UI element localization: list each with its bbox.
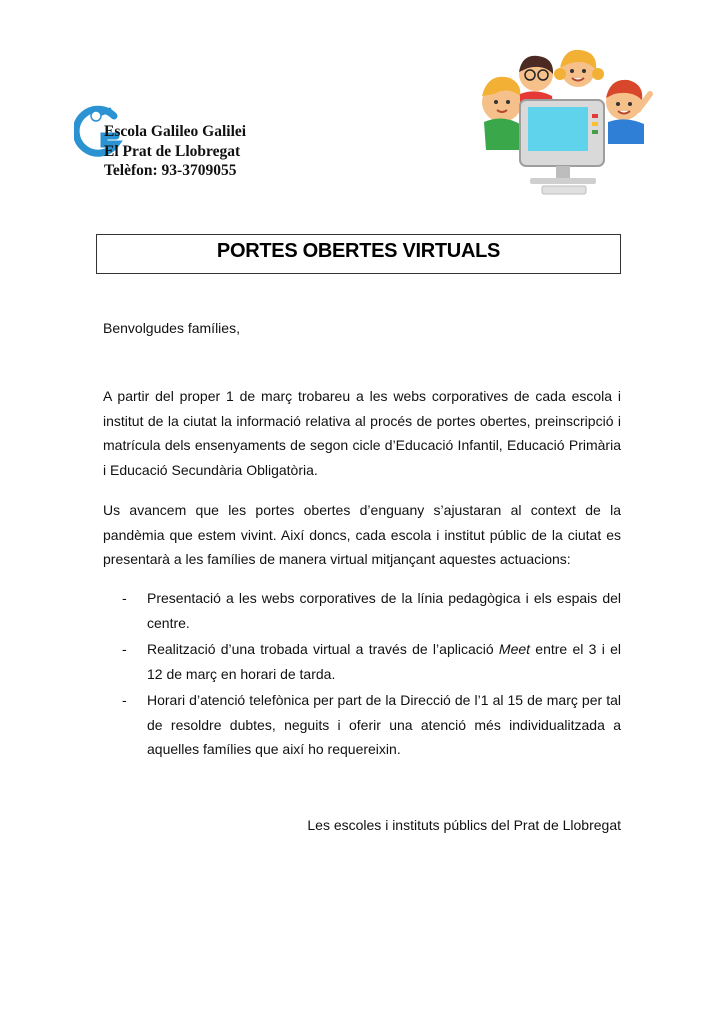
list-item — [103, 688, 621, 762]
list-item-text-start: Realització d’una trobada virtual a través de l’aplicació — [147, 641, 499, 657]
meet-app-name: Meet — [498, 641, 531, 657]
letter-paragraph-1: A partir del proper 1 de març trobareu a les webs corporatives de cada escola i institut de la ciutat la informació relativa al procés de portes obertes, preinscripció i matrícula dels ensenyaments de segon cicle d’Educació Infantil, Educació Primària i Educació Secundària Obligatòria. — [103, 388, 621, 478]
letter-signature: Les escoles i instituts públics del Prat de Llobregat — [307, 817, 621, 833]
actions-list — [103, 586, 621, 764]
children-computer-illustration — [468, 44, 654, 200]
list-item-text: Horari d’atenció telefònica per part de la Direcció de l’1 al 15 de març per tal de resoldre dubtes, neguits i oferir una atenció més individualitzada a aquelles famílies que així ho requereixin. — [147, 692, 621, 757]
list-item-text: Presentació a les webs corporatives de la línia pedagògica i els espais del centre. — [147, 590, 621, 631]
school-name: Escola Galileo Galilei — [104, 123, 247, 140]
school-phone: Telèfon: 93-3709055 — [104, 162, 237, 179]
title-box — [96, 234, 621, 274]
list-item-text-end: entre el 3 i el 12 de març en horari de tarda. — [147, 641, 621, 682]
school-city: El Prat de Llobregat — [104, 142, 241, 160]
bullet-dash: - — [122, 641, 127, 657]
bullet-dash: - — [122, 590, 127, 606]
list-item — [103, 637, 621, 686]
page-title: PORTES OBERTES VIRTUALS — [216, 239, 501, 262]
bullet-dash: - — [122, 692, 127, 708]
letter-greeting: Benvolgudes famílies, — [103, 320, 240, 336]
school-info — [104, 122, 246, 181]
letter-paragraph-2: Us avancem que les portes obertes d’enguany s’ajustaran al context de la pandèmia que estem vivint. Així doncs, cada escola i institut públic de la ciutat es presentarà a les famílies de manera virtual mitjançant aquestes actuacions: — [103, 502, 621, 567]
list-item — [103, 586, 621, 635]
